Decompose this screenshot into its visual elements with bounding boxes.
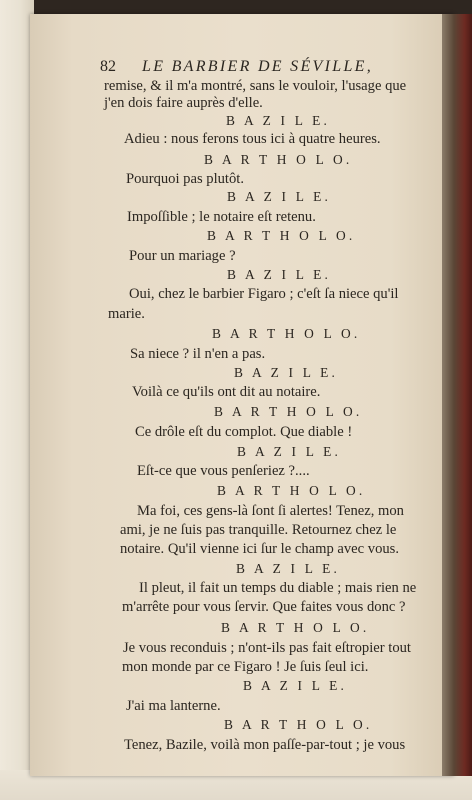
speaker-name: B A R T H O L O.: [224, 717, 373, 732]
text-line: remise, & il m'a montré, sans le vouloir, l'usage que: [104, 78, 407, 94]
text-line: notaire. Qu'il vienne ici ſur le champ avec vous.: [120, 541, 400, 557]
text-line: mon monde par ce Figaro ! Je ſuis ſeul ici.: [122, 659, 369, 675]
text-line: marie.: [108, 306, 145, 322]
speaker-name: B A R T H O L O.: [217, 483, 366, 498]
previous-page-edge: [0, 0, 34, 800]
text-line: Je vous reconduis ; n'ont-ils pas fait eſtropier tout: [123, 640, 411, 656]
text-line: Tenez, Bazile, voilà mon paſſe-par-tout ; je vous: [124, 737, 406, 753]
text-line: Pourquoi pas plutôt.: [126, 171, 244, 187]
text-line: ami, je ne ſuis pas tranquille. Retournez chez le: [120, 522, 397, 538]
speaker-name: B A R T H O L O.: [204, 152, 353, 167]
text-line: m'arrête pour vous ſervir. Que faites vous donc ?: [122, 599, 406, 615]
text-line: Impoſſible ; le notaire eſt retenu.: [127, 209, 316, 225]
speaker-name: B A Z I L E.: [227, 267, 332, 282]
text-line: j'en dois faire auprès d'elle.: [104, 95, 263, 111]
speaker-name: B A R T H O L O.: [207, 228, 356, 243]
speaker-name: B A Z I L E.: [237, 444, 342, 459]
text-line: Eſt-ce que vous penſeriez ?....: [137, 463, 310, 479]
text-line: Voilà ce qu'ils ont dit au notaire.: [132, 384, 321, 400]
speaker-name: B A Z I L E.: [236, 561, 341, 576]
text-line: Il pleut, il fait un temps du diable ; mais rien ne: [139, 580, 417, 596]
speaker-name: B A R T H O L O.: [221, 620, 370, 635]
speaker-name: B A Z I L E.: [227, 189, 332, 204]
text-line: Pour un mariage ?: [129, 248, 236, 264]
speaker-name: B A Z I L E.: [243, 678, 348, 693]
running-head: LE BARBIER DE SÉVILLE,: [142, 58, 374, 75]
text-line: Adieu : nous ferons tous ici à quatre heures.: [124, 131, 381, 147]
text-line: Oui, chez le barbier Figaro ; c'eſt ſa niece qu'il: [129, 286, 399, 302]
text-line: Sa niece ? il n'en a pas.: [130, 346, 266, 362]
text-line: Ce drôle eſt du complot. Que diable !: [135, 424, 353, 440]
text-line: Ma foi, ces gens-là ſont ſi alertes! Tenez, mon: [137, 503, 404, 519]
text-line: J'ai ma lanterne.: [126, 698, 221, 714]
speaker-name: B A Z I L E.: [234, 365, 339, 380]
book-binding-gutter: [442, 14, 472, 776]
page-number: 82: [100, 58, 116, 75]
speaker-name: B A R T H O L O.: [214, 404, 363, 419]
speaker-name: B A R T H O L O.: [212, 326, 361, 341]
speaker-name: B A Z I L E.: [226, 113, 331, 128]
